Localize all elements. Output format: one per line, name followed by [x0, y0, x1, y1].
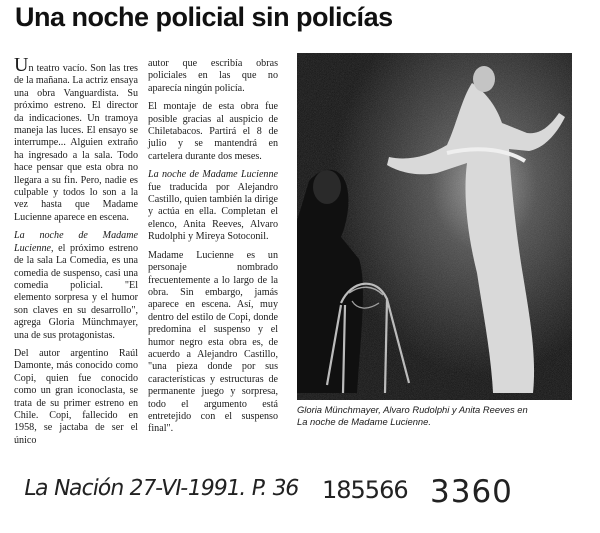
headline: Una noche policial sin policías	[15, 2, 393, 32]
paragraph-4: autor que escribía obras policiales en las que no aparecía ningún policía.	[148, 58, 278, 94]
handwritten-source: La Nación 27-VI-1991. P. 36	[21, 476, 301, 501]
paragraph-6-text: fue traducida por Alejandro Castillo, quien también la dirige y actúa en ella. Completan el elenco, Anita Reeves, Alvaro Rudolphi y Mireya Sotoconil.	[148, 181, 278, 243]
photo-caption	[297, 404, 577, 428]
paragraph-6	[148, 169, 278, 243]
drop-cap: U	[14, 54, 29, 76]
paragraph-1	[14, 54, 138, 224]
stage-photo-image	[297, 53, 572, 400]
paragraph-2-text: , el próximo estreno de la sala La Comedia, es una comedia de suspenso, casi una comedia policial. "El elemento sorpresa y el humor son claves en su desarrollo", agrega Gloria Münchmayer, una de sus protagonistas.	[14, 242, 138, 341]
paragraph-7: Madame Lucienne es un personaje nombrado frecuentemente a lo largo de la obra. Sin embargo, jamás aparece en escena. Así, muy dentro del estilo de Copi, donde predomina el suspenso y el humor negro esta obra es, de acuerdo a Alejandro Castillo, "una pieza donde por sus características y estructuras de permanente juego y sorpresa, todo el argumento está entretejido con el suspenso final".	[148, 249, 278, 435]
stage-photo	[297, 53, 572, 400]
article-column-1	[14, 54, 138, 453]
caption-names: Gloria Münchmayer, Alvaro Rudolphi y Anita Reeves en	[297, 404, 528, 415]
paragraph-5: El montaje de esta obra fue posible gracias al auspicio de Chiletabacos. Partirá el 8 de julio y se mantendrá en cartelera durante dos meses.	[148, 101, 278, 162]
paragraph-1-text: n teatro vacío. Son las tres de la mañana. La actriz ensaya una obra Vanguardista. Su próximo estreno. El director da indicaciones. Un tramoya maneja las luces. El ensayo se interrumpe... Alguien extraño ha ingresado a la sala. Todo hace pensar que esta obra no llegara a su fin. Pero, nadie es culpable y todos lo son a la vez hasta que Madame Lucienne aparece en escena.	[14, 63, 138, 223]
handwritten-number: 3360	[430, 474, 513, 510]
handwritten-id: 185566	[322, 476, 408, 504]
paragraph-2	[14, 230, 138, 342]
paragraph-3: Del autor argentino Raúl Damonte, más conocido como Copi, quien fue conocido como un gran iconoclasta, se trata de su primer estreno en Chile. Copi, fallecido en 1958, se jactaba de ser el único	[14, 347, 138, 446]
play-title: La noche de Madame Lucienne	[14, 230, 138, 254]
caption-prefix: La noche de	[297, 416, 352, 427]
caption-title: Madame Lucienne.	[351, 416, 431, 427]
article-column-2	[148, 58, 278, 442]
play-title: La noche de Madame Lucienne	[148, 169, 278, 181]
